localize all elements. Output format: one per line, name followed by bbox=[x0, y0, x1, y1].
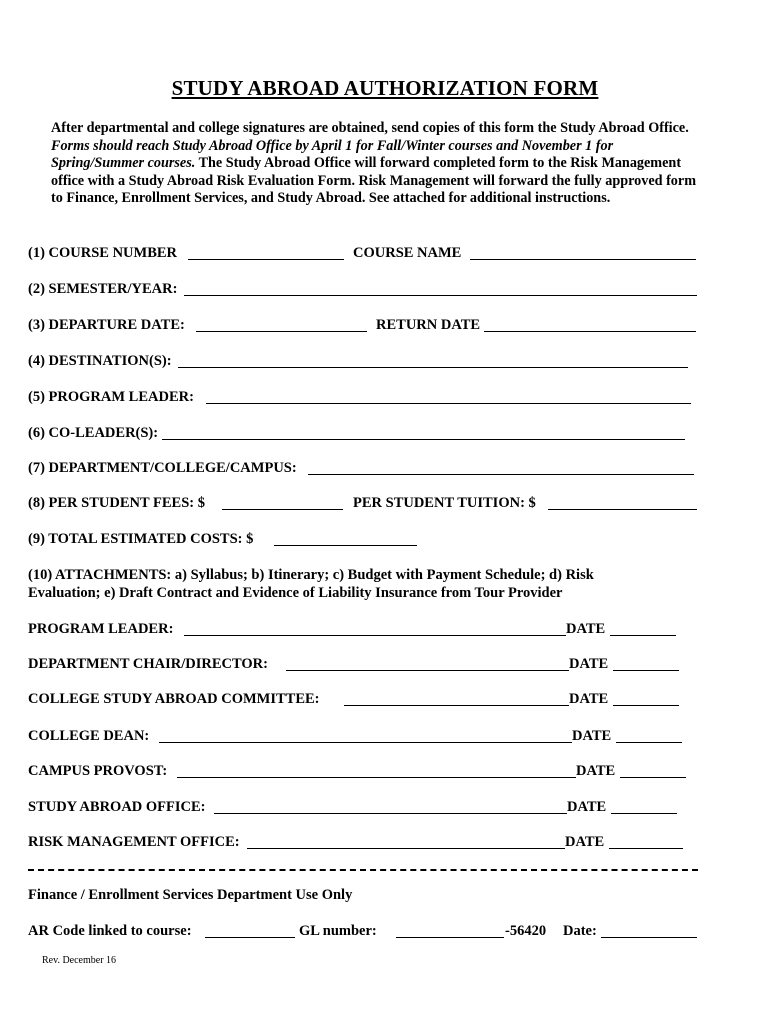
co-leaders-label: (6) CO-LEADER(S): bbox=[28, 425, 159, 441]
signature-row bbox=[28, 834, 700, 854]
course-row bbox=[28, 245, 700, 265]
date-field[interactable] bbox=[613, 691, 679, 706]
program-leader-row bbox=[28, 389, 700, 409]
instructions-text-2: The Study Abroad Office will forward completed form to the Risk Management office with a Study Abroad Risk Evaluation Form. Risk Management will forward the fully approved form to Finance, Enrollment Services, and Study Abroad. See attached for additional instructions. bbox=[51, 155, 697, 207]
ar-code-field[interactable] bbox=[205, 923, 295, 938]
total-costs-label: (9) TOTAL ESTIMATED COSTS: $ bbox=[28, 531, 254, 547]
date-label: DATE bbox=[566, 621, 606, 637]
instructions-paragraph bbox=[51, 120, 701, 208]
ar-code-label: AR Code linked to course: bbox=[28, 923, 192, 939]
form-title: STUDY ABROAD AUTHORIZATION FORM bbox=[171, 76, 599, 100]
semester-year-field[interactable] bbox=[184, 281, 697, 296]
signature-label: PROGRAM LEADER: bbox=[28, 621, 174, 637]
revision-note: Rev. December 16 bbox=[42, 955, 117, 966]
signature-row bbox=[28, 691, 700, 711]
total-costs-field[interactable] bbox=[274, 531, 417, 546]
finance-date-field[interactable] bbox=[601, 923, 697, 938]
destinations-field[interactable] bbox=[178, 353, 688, 368]
date-label: DATE bbox=[567, 799, 607, 815]
course-number-label: (1) COURSE NUMBER bbox=[28, 245, 178, 261]
date-label: DATE bbox=[572, 728, 612, 744]
signature-field[interactable] bbox=[159, 728, 572, 743]
signature-label: RISK MANAGEMENT OFFICE: bbox=[28, 834, 240, 850]
semester-year-label: (2) SEMESTER/YEAR: bbox=[28, 281, 178, 297]
finance-row bbox=[28, 923, 700, 943]
per-student-tuition-label: PER STUDENT TUITION: $ bbox=[353, 495, 536, 511]
department-row bbox=[28, 460, 700, 480]
signature-label: COLLEGE DEAN: bbox=[28, 728, 150, 744]
signature-field[interactable] bbox=[344, 691, 569, 706]
total-costs-row bbox=[28, 531, 700, 551]
per-student-fees-label: (8) PER STUDENT FEES: $ bbox=[28, 495, 205, 511]
date-field[interactable] bbox=[610, 621, 676, 636]
gl-number-suffix: -56420 bbox=[505, 923, 547, 939]
semester-row bbox=[28, 281, 700, 301]
date-field[interactable] bbox=[611, 799, 677, 814]
date-label: DATE bbox=[565, 834, 605, 850]
per-student-fees-field[interactable] bbox=[222, 495, 343, 510]
date-label: DATE bbox=[569, 656, 609, 672]
destinations-row bbox=[28, 353, 700, 373]
departure-date-field[interactable] bbox=[196, 317, 367, 332]
signature-field[interactable] bbox=[214, 799, 567, 814]
course-name-label: COURSE NAME bbox=[353, 245, 462, 261]
signature-label: COLLEGE STUDY ABROAD COMMITTEE: bbox=[28, 691, 320, 707]
date-field[interactable] bbox=[620, 763, 686, 778]
signature-row bbox=[28, 728, 700, 748]
date-label: DATE bbox=[576, 763, 616, 779]
co-leaders-row bbox=[28, 425, 700, 445]
department-field[interactable] bbox=[308, 460, 694, 475]
attachments-text: (10) ATTACHMENTS: a) Syllabus; b) Itinerary; c) Budget with Payment Schedule; d) Risk Evaluation; e) Draft Contract and Evidence of Liability Insurance from Tour Provider bbox=[28, 567, 594, 601]
date-field[interactable] bbox=[616, 728, 682, 743]
course-number-field[interactable] bbox=[188, 245, 344, 260]
course-name-field[interactable] bbox=[470, 245, 696, 260]
per-student-tuition-field[interactable] bbox=[548, 495, 697, 510]
finance-date-label: Date: bbox=[563, 923, 597, 939]
section-divider bbox=[28, 869, 698, 875]
signature-row bbox=[28, 621, 700, 641]
dates-row bbox=[28, 317, 700, 337]
instructions-deadline-text: Forms should reach Study Abroad Office by April 1 for Fall/Winter courses and November 1 for Spring/Summer courses. bbox=[51, 137, 614, 172]
signature-field[interactable] bbox=[184, 621, 566, 636]
fees-row bbox=[28, 495, 700, 515]
return-date-field[interactable] bbox=[484, 317, 696, 332]
date-field[interactable] bbox=[609, 834, 683, 849]
signature-field[interactable] bbox=[177, 763, 576, 778]
signature-row bbox=[28, 763, 700, 783]
date-field[interactable] bbox=[613, 656, 679, 671]
co-leaders-field[interactable] bbox=[162, 425, 685, 440]
gl-number-field[interactable] bbox=[396, 923, 504, 938]
date-label: DATE bbox=[569, 691, 609, 707]
signature-label: CAMPUS PROVOST: bbox=[28, 763, 168, 779]
departure-date-label: (3) DEPARTURE DATE: bbox=[28, 317, 185, 333]
signature-row bbox=[28, 799, 700, 819]
program-leader-field[interactable] bbox=[206, 389, 691, 404]
instructions-text-1: After departmental and college signatures are obtained, send copies of this form the Study Abroad Office. bbox=[51, 120, 689, 136]
signature-row bbox=[28, 656, 700, 676]
program-leader-label: (5) PROGRAM LEADER: bbox=[28, 389, 194, 405]
department-label: (7) DEPARTMENT/COLLEGE/CAMPUS: bbox=[28, 460, 297, 476]
gl-number-label: GL number: bbox=[299, 923, 377, 939]
destinations-label: (4) DESTINATION(S): bbox=[28, 353, 172, 369]
signature-field[interactable] bbox=[247, 834, 565, 849]
signature-field[interactable] bbox=[286, 656, 569, 671]
return-date-label: RETURN DATE bbox=[376, 317, 481, 333]
signature-label: DEPARTMENT CHAIR/DIRECTOR: bbox=[28, 656, 268, 672]
finance-section-title: Finance / Enrollment Services Department Use Only bbox=[28, 887, 353, 903]
signature-label: STUDY ABROAD OFFICE: bbox=[28, 799, 206, 815]
